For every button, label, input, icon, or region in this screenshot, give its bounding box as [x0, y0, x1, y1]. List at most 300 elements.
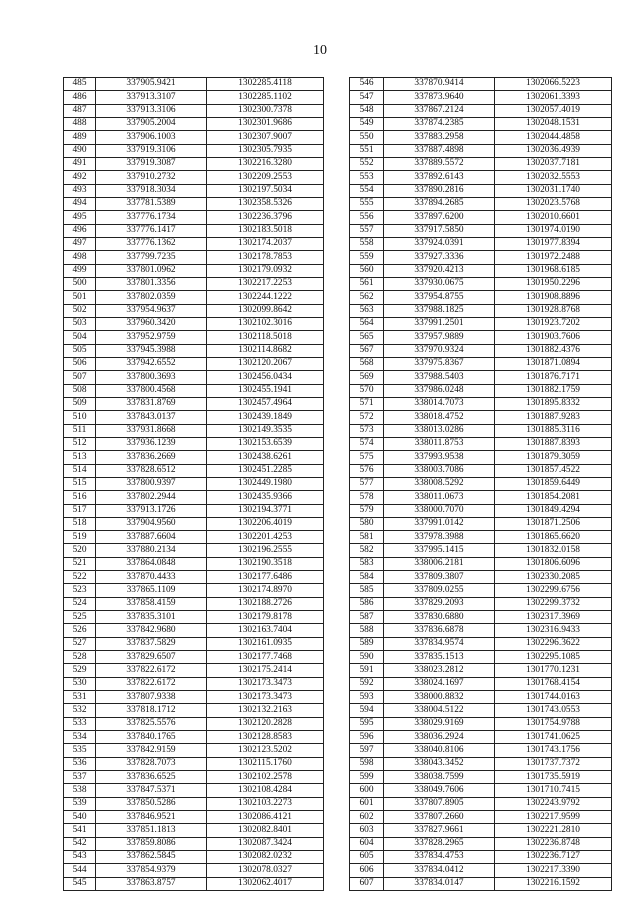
x-coordinate-cell: 337830.6880 — [384, 611, 495, 624]
table-row — [64, 451, 324, 464]
y-coordinate-cell: 1301854.2081 — [495, 491, 612, 504]
y-coordinate-cell: 1301737.7372 — [495, 757, 612, 770]
x-coordinate-cell: 337831.8769 — [96, 397, 207, 410]
y-coordinate-cell: 1301849.4294 — [495, 504, 612, 517]
point-number-cell: 504 — [64, 331, 96, 344]
point-number-cell: 553 — [350, 171, 384, 184]
y-coordinate-cell: 1301879.3059 — [495, 451, 612, 464]
x-coordinate-cell: 337905.2004 — [96, 117, 207, 130]
x-coordinate-cell: 337836.6878 — [384, 624, 495, 637]
point-number-cell: 534 — [64, 731, 96, 744]
x-coordinate-cell: 337904.9560 — [96, 517, 207, 530]
y-coordinate-cell: 1301832.0158 — [495, 544, 612, 557]
y-coordinate-cell: 1302132.2163 — [207, 704, 324, 717]
point-number-cell: 500 — [64, 277, 96, 290]
table-row — [350, 704, 612, 717]
table-row — [350, 824, 612, 837]
point-number-cell: 580 — [350, 517, 384, 530]
y-coordinate-cell: 1302188.2726 — [207, 597, 324, 610]
y-coordinate-cell: 1301806.6096 — [495, 557, 612, 570]
table-row — [350, 397, 612, 410]
y-coordinate-cell: 1301887.8393 — [495, 437, 612, 450]
point-number-cell: 489 — [64, 131, 96, 144]
table-row — [64, 811, 324, 824]
table-row — [350, 691, 612, 704]
table-row — [64, 224, 324, 237]
table-row — [350, 331, 612, 344]
table-row — [64, 277, 324, 290]
y-coordinate-cell: 1302317.3969 — [495, 611, 612, 624]
x-coordinate-cell: 338000.8832 — [384, 691, 495, 704]
y-coordinate-cell: 1302330.2085 — [495, 571, 612, 584]
table-row — [350, 91, 612, 104]
point-number-cell: 492 — [64, 171, 96, 184]
x-coordinate-cell: 337834.0412 — [384, 864, 495, 877]
point-number-cell: 496 — [64, 224, 96, 237]
x-coordinate-cell: 337924.0391 — [384, 237, 495, 250]
y-coordinate-cell: 1302174.8970 — [207, 584, 324, 597]
x-coordinate-cell: 337834.9574 — [384, 637, 495, 650]
x-coordinate-cell: 337829.2093 — [384, 597, 495, 610]
point-number-cell: 600 — [350, 784, 384, 797]
x-coordinate-cell: 338003.7086 — [384, 464, 495, 477]
y-coordinate-cell: 1302120.2067 — [207, 357, 324, 370]
x-coordinate-cell: 337837.5829 — [96, 637, 207, 650]
table-row — [350, 171, 612, 184]
point-number-cell: 574 — [350, 437, 384, 450]
y-coordinate-cell: 1301974.0190 — [495, 224, 612, 237]
x-coordinate-cell: 337890.2816 — [384, 184, 495, 197]
y-coordinate-cell: 1301908.8896 — [495, 291, 612, 304]
table-row — [64, 651, 324, 664]
table-row — [350, 717, 612, 730]
point-number-cell: 510 — [64, 411, 96, 424]
y-coordinate-cell: 1302123.5202 — [207, 744, 324, 757]
point-number-cell: 565 — [350, 331, 384, 344]
point-number-cell: 601 — [350, 797, 384, 810]
y-coordinate-cell: 1301968.6185 — [495, 264, 612, 277]
table-row — [350, 251, 612, 264]
y-coordinate-cell: 1302196.2555 — [207, 544, 324, 557]
x-coordinate-cell: 337858.4159 — [96, 597, 207, 610]
y-coordinate-cell: 1302114.8682 — [207, 344, 324, 357]
x-coordinate-cell: 337991.0142 — [384, 517, 495, 530]
x-coordinate-cell: 337889.5572 — [384, 157, 495, 170]
point-number-cell: 550 — [350, 131, 384, 144]
y-coordinate-cell: 1302457.4964 — [207, 397, 324, 410]
x-coordinate-cell: 337870.4433 — [96, 571, 207, 584]
y-coordinate-cell: 1302285.1102 — [207, 91, 324, 104]
point-number-cell: 546 — [350, 78, 384, 91]
x-coordinate-cell: 337930.0675 — [384, 277, 495, 290]
x-coordinate-cell: 337874.2385 — [384, 117, 495, 130]
x-coordinate-cell: 337887.4898 — [384, 144, 495, 157]
x-coordinate-cell: 337822.6172 — [96, 677, 207, 690]
point-number-cell: 495 — [64, 211, 96, 224]
point-number-cell: 541 — [64, 824, 96, 837]
table-row — [350, 797, 612, 810]
table-row — [350, 264, 612, 277]
y-coordinate-cell: 1302216.1592 — [495, 877, 612, 890]
point-number-cell: 607 — [350, 877, 384, 890]
point-number-cell: 542 — [64, 837, 96, 850]
y-coordinate-cell: 1302206.4019 — [207, 517, 324, 530]
point-number-cell: 526 — [64, 624, 96, 637]
point-number-cell: 587 — [350, 611, 384, 624]
x-coordinate-cell: 337807.2660 — [384, 811, 495, 824]
x-coordinate-cell: 337863.8757 — [96, 877, 207, 890]
table-row — [64, 384, 324, 397]
x-coordinate-cell: 337988.5403 — [384, 371, 495, 384]
x-coordinate-cell: 337883.2958 — [384, 131, 495, 144]
point-number-cell: 591 — [350, 664, 384, 677]
x-coordinate-cell: 337781.5389 — [96, 197, 207, 210]
table-row — [64, 504, 324, 517]
x-coordinate-cell: 337913.3107 — [96, 91, 207, 104]
table-row — [350, 424, 612, 437]
y-coordinate-cell: 1301710.7415 — [495, 784, 612, 797]
table-row — [64, 144, 324, 157]
x-coordinate-cell: 337835.1513 — [384, 651, 495, 664]
x-coordinate-cell: 337834.0147 — [384, 877, 495, 890]
table-row — [64, 117, 324, 130]
table-row — [64, 211, 324, 224]
x-coordinate-cell: 337957.9889 — [384, 331, 495, 344]
x-coordinate-cell: 337776.1417 — [96, 224, 207, 237]
x-coordinate-cell: 337954.9637 — [96, 304, 207, 317]
y-coordinate-cell: 1302177.7468 — [207, 651, 324, 664]
table-row — [64, 104, 324, 117]
y-coordinate-cell: 1302023.5768 — [495, 197, 612, 210]
x-coordinate-cell: 337802.2944 — [96, 491, 207, 504]
y-coordinate-cell: 1302183.5018 — [207, 224, 324, 237]
table-row — [64, 171, 324, 184]
table-row — [64, 131, 324, 144]
point-number-cell: 562 — [350, 291, 384, 304]
table-row — [350, 451, 612, 464]
y-coordinate-cell: 1302173.3473 — [207, 677, 324, 690]
x-coordinate-cell: 337864.0848 — [96, 557, 207, 570]
x-coordinate-cell: 337978.3988 — [384, 531, 495, 544]
point-number-cell: 599 — [350, 771, 384, 784]
y-coordinate-cell: 1302108.4284 — [207, 784, 324, 797]
y-coordinate-cell: 1302086.4121 — [207, 811, 324, 824]
point-number-cell: 572 — [350, 411, 384, 424]
y-coordinate-cell: 1302062.4017 — [207, 877, 324, 890]
x-coordinate-cell: 337870.9414 — [384, 78, 495, 91]
table-row — [350, 104, 612, 117]
y-coordinate-cell: 1301754.9788 — [495, 717, 612, 730]
x-coordinate-cell: 337776.1362 — [96, 237, 207, 250]
y-coordinate-cell: 1302173.3473 — [207, 691, 324, 704]
x-coordinate-cell: 337931.8668 — [96, 424, 207, 437]
y-coordinate-cell: 1302243.9792 — [495, 797, 612, 810]
point-number-cell: 508 — [64, 384, 96, 397]
y-coordinate-cell: 1301977.8394 — [495, 237, 612, 250]
table-row — [64, 691, 324, 704]
y-coordinate-cell: 1302316.9433 — [495, 624, 612, 637]
y-coordinate-cell: 1302078.0327 — [207, 864, 324, 877]
y-coordinate-cell: 1302179.0932 — [207, 264, 324, 277]
x-coordinate-cell: 337927.3336 — [384, 251, 495, 264]
table-row — [64, 251, 324, 264]
x-coordinate-cell: 338013.0286 — [384, 424, 495, 437]
point-number-cell: 485 — [64, 78, 96, 91]
table-row — [350, 131, 612, 144]
x-coordinate-cell: 337847.5371 — [96, 784, 207, 797]
y-coordinate-cell: 1302036.4939 — [495, 144, 612, 157]
y-coordinate-cell: 1302449.1980 — [207, 477, 324, 490]
point-number-cell: 535 — [64, 744, 96, 757]
table-row — [64, 291, 324, 304]
table-row — [350, 584, 612, 597]
table-row — [350, 771, 612, 784]
table-row — [64, 397, 324, 410]
point-number-cell: 521 — [64, 557, 96, 570]
table-row — [350, 344, 612, 357]
point-number-cell: 589 — [350, 637, 384, 650]
point-number-cell: 575 — [350, 451, 384, 464]
table-row — [64, 477, 324, 490]
table-row — [350, 78, 612, 91]
x-coordinate-cell: 337840.1765 — [96, 731, 207, 744]
y-coordinate-cell: 1301882.4376 — [495, 344, 612, 357]
point-number-cell: 552 — [350, 157, 384, 170]
x-coordinate-cell: 337991.2501 — [384, 317, 495, 330]
table-row — [350, 144, 612, 157]
point-number-cell: 530 — [64, 677, 96, 690]
x-coordinate-cell: 337836.2669 — [96, 451, 207, 464]
table-row — [64, 677, 324, 690]
y-coordinate-cell: 1301743.0553 — [495, 704, 612, 717]
table-row — [350, 197, 612, 210]
x-coordinate-cell: 337835.3101 — [96, 611, 207, 624]
point-number-cell: 503 — [64, 317, 96, 330]
point-number-cell: 524 — [64, 597, 96, 610]
y-coordinate-cell: 1302217.9599 — [495, 811, 612, 824]
point-number-cell: 563 — [350, 304, 384, 317]
point-number-cell: 525 — [64, 611, 96, 624]
x-coordinate-cell: 337799.7235 — [96, 251, 207, 264]
x-coordinate-cell: 337827.9661 — [384, 824, 495, 837]
point-number-cell: 537 — [64, 771, 96, 784]
y-coordinate-cell: 1302300.7378 — [207, 104, 324, 117]
y-coordinate-cell: 1302295.1085 — [495, 651, 612, 664]
table-row — [64, 571, 324, 584]
point-number-cell: 582 — [350, 544, 384, 557]
table-row — [64, 731, 324, 744]
x-coordinate-cell: 338011.8753 — [384, 437, 495, 450]
y-coordinate-cell: 1302102.2578 — [207, 771, 324, 784]
point-number-cell: 606 — [350, 864, 384, 877]
point-number-cell: 497 — [64, 237, 96, 250]
coordinate-table-right — [349, 77, 612, 891]
point-number-cell: 502 — [64, 304, 96, 317]
y-coordinate-cell: 1302216.3280 — [207, 157, 324, 170]
point-number-cell: 545 — [64, 877, 96, 890]
y-coordinate-cell: 1302190.3518 — [207, 557, 324, 570]
x-coordinate-cell: 338006.2181 — [384, 557, 495, 570]
table-row — [350, 664, 612, 677]
point-number-cell: 539 — [64, 797, 96, 810]
y-coordinate-cell: 1302174.2037 — [207, 237, 324, 250]
y-coordinate-cell: 1302175.2414 — [207, 664, 324, 677]
table-row — [64, 851, 324, 864]
point-number-cell: 578 — [350, 491, 384, 504]
table-row — [64, 757, 324, 770]
y-coordinate-cell: 1302301.9686 — [207, 117, 324, 130]
point-number-cell: 560 — [350, 264, 384, 277]
table-row — [64, 824, 324, 837]
table-row — [350, 624, 612, 637]
point-number-cell: 548 — [350, 104, 384, 117]
y-coordinate-cell: 1302244.1222 — [207, 291, 324, 304]
table-row — [350, 571, 612, 584]
x-coordinate-cell: 338049.7606 — [384, 784, 495, 797]
point-number-cell: 570 — [350, 384, 384, 397]
table-row — [350, 597, 612, 610]
y-coordinate-cell: 1302037.7181 — [495, 157, 612, 170]
y-coordinate-cell: 1302296.3622 — [495, 637, 612, 650]
y-coordinate-cell: 1302010.6601 — [495, 211, 612, 224]
x-coordinate-cell: 337822.6172 — [96, 664, 207, 677]
x-coordinate-cell: 337843.0137 — [96, 411, 207, 424]
y-coordinate-cell: 1302358.5326 — [207, 197, 324, 210]
point-number-cell: 579 — [350, 504, 384, 517]
x-coordinate-cell: 337846.9521 — [96, 811, 207, 824]
table-row — [350, 517, 612, 530]
point-number-cell: 507 — [64, 371, 96, 384]
x-coordinate-cell: 337986.0248 — [384, 384, 495, 397]
x-coordinate-cell: 338036.2924 — [384, 731, 495, 744]
table-row — [64, 357, 324, 370]
point-number-cell: 584 — [350, 571, 384, 584]
coordinate-table-left — [63, 77, 324, 891]
point-number-cell: 532 — [64, 704, 96, 717]
y-coordinate-cell: 1302161.0935 — [207, 637, 324, 650]
y-coordinate-cell: 1302103.2273 — [207, 797, 324, 810]
y-coordinate-cell: 1302087.3424 — [207, 837, 324, 850]
x-coordinate-cell: 337859.8086 — [96, 837, 207, 850]
table-row — [350, 811, 612, 824]
point-number-cell: 567 — [350, 344, 384, 357]
table-row — [350, 491, 612, 504]
x-coordinate-cell: 338000.7070 — [384, 504, 495, 517]
x-coordinate-cell: 338040.8106 — [384, 744, 495, 757]
y-coordinate-cell: 1301895.8332 — [495, 397, 612, 410]
table-row — [64, 544, 324, 557]
table-row — [350, 784, 612, 797]
x-coordinate-cell: 337828.7073 — [96, 757, 207, 770]
point-number-cell: 602 — [350, 811, 384, 824]
x-coordinate-cell: 337807.8905 — [384, 797, 495, 810]
x-coordinate-cell: 337801.3356 — [96, 277, 207, 290]
x-coordinate-cell: 337952.9759 — [96, 331, 207, 344]
table-row — [64, 78, 324, 91]
y-coordinate-cell: 1301744.0163 — [495, 691, 612, 704]
y-coordinate-cell: 1302102.3016 — [207, 317, 324, 330]
y-coordinate-cell: 1301865.6620 — [495, 531, 612, 544]
point-number-cell: 544 — [64, 864, 96, 877]
point-number-cell: 509 — [64, 397, 96, 410]
table-row — [64, 344, 324, 357]
x-coordinate-cell: 337829.6507 — [96, 651, 207, 664]
point-number-cell: 557 — [350, 224, 384, 237]
y-coordinate-cell: 1302285.4118 — [207, 78, 324, 91]
x-coordinate-cell: 338011.0673 — [384, 491, 495, 504]
table-row — [350, 317, 612, 330]
x-coordinate-cell: 338038.7599 — [384, 771, 495, 784]
table-row — [350, 277, 612, 290]
point-number-cell: 583 — [350, 557, 384, 570]
table-row — [64, 157, 324, 170]
y-coordinate-cell: 1301882.1759 — [495, 384, 612, 397]
y-coordinate-cell: 1302115.1760 — [207, 757, 324, 770]
x-coordinate-cell: 337825.5576 — [96, 717, 207, 730]
x-coordinate-cell: 337851.1813 — [96, 824, 207, 837]
point-number-cell: 569 — [350, 371, 384, 384]
x-coordinate-cell: 337945.3988 — [96, 344, 207, 357]
point-number-cell: 527 — [64, 637, 96, 650]
table-row — [350, 411, 612, 424]
x-coordinate-cell: 337776.1734 — [96, 211, 207, 224]
y-coordinate-cell: 1302236.3796 — [207, 211, 324, 224]
point-number-cell: 493 — [64, 184, 96, 197]
y-coordinate-cell: 1301857.4522 — [495, 464, 612, 477]
point-number-cell: 517 — [64, 504, 96, 517]
point-number-cell: 490 — [64, 144, 96, 157]
x-coordinate-cell: 337919.3106 — [96, 144, 207, 157]
table-row — [350, 757, 612, 770]
y-coordinate-cell: 1302179.8178 — [207, 611, 324, 624]
table-row — [64, 704, 324, 717]
x-coordinate-cell: 337894.2685 — [384, 197, 495, 210]
x-coordinate-cell: 337842.9680 — [96, 624, 207, 637]
x-coordinate-cell: 337954.8755 — [384, 291, 495, 304]
table-row — [64, 771, 324, 784]
x-coordinate-cell: 337988.1825 — [384, 304, 495, 317]
y-coordinate-cell: 1302061.3393 — [495, 91, 612, 104]
x-coordinate-cell: 338043.3452 — [384, 757, 495, 770]
point-number-cell: 513 — [64, 451, 96, 464]
point-number-cell: 598 — [350, 757, 384, 770]
point-number-cell: 511 — [64, 424, 96, 437]
point-number-cell: 515 — [64, 477, 96, 490]
table-row — [64, 237, 324, 250]
y-coordinate-cell: 1301770.1231 — [495, 664, 612, 677]
point-number-cell: 551 — [350, 144, 384, 157]
y-coordinate-cell: 1302236.7127 — [495, 851, 612, 864]
x-coordinate-cell: 338023.2812 — [384, 664, 495, 677]
y-coordinate-cell: 1302128.8583 — [207, 731, 324, 744]
table-row — [350, 557, 612, 570]
point-number-cell: 488 — [64, 117, 96, 130]
point-number-cell: 564 — [350, 317, 384, 330]
table-row — [64, 584, 324, 597]
x-coordinate-cell: 338018.4752 — [384, 411, 495, 424]
point-number-cell: 593 — [350, 691, 384, 704]
x-coordinate-cell: 337862.5845 — [96, 851, 207, 864]
x-coordinate-cell: 337897.6200 — [384, 211, 495, 224]
point-number-cell: 559 — [350, 251, 384, 264]
point-number-cell: 581 — [350, 531, 384, 544]
y-coordinate-cell: 1302455.1941 — [207, 384, 324, 397]
y-coordinate-cell: 1302194.3771 — [207, 504, 324, 517]
point-number-cell: 594 — [350, 704, 384, 717]
y-coordinate-cell: 1301885.3116 — [495, 424, 612, 437]
point-number-cell: 592 — [350, 677, 384, 690]
y-coordinate-cell: 1302307.9007 — [207, 131, 324, 144]
